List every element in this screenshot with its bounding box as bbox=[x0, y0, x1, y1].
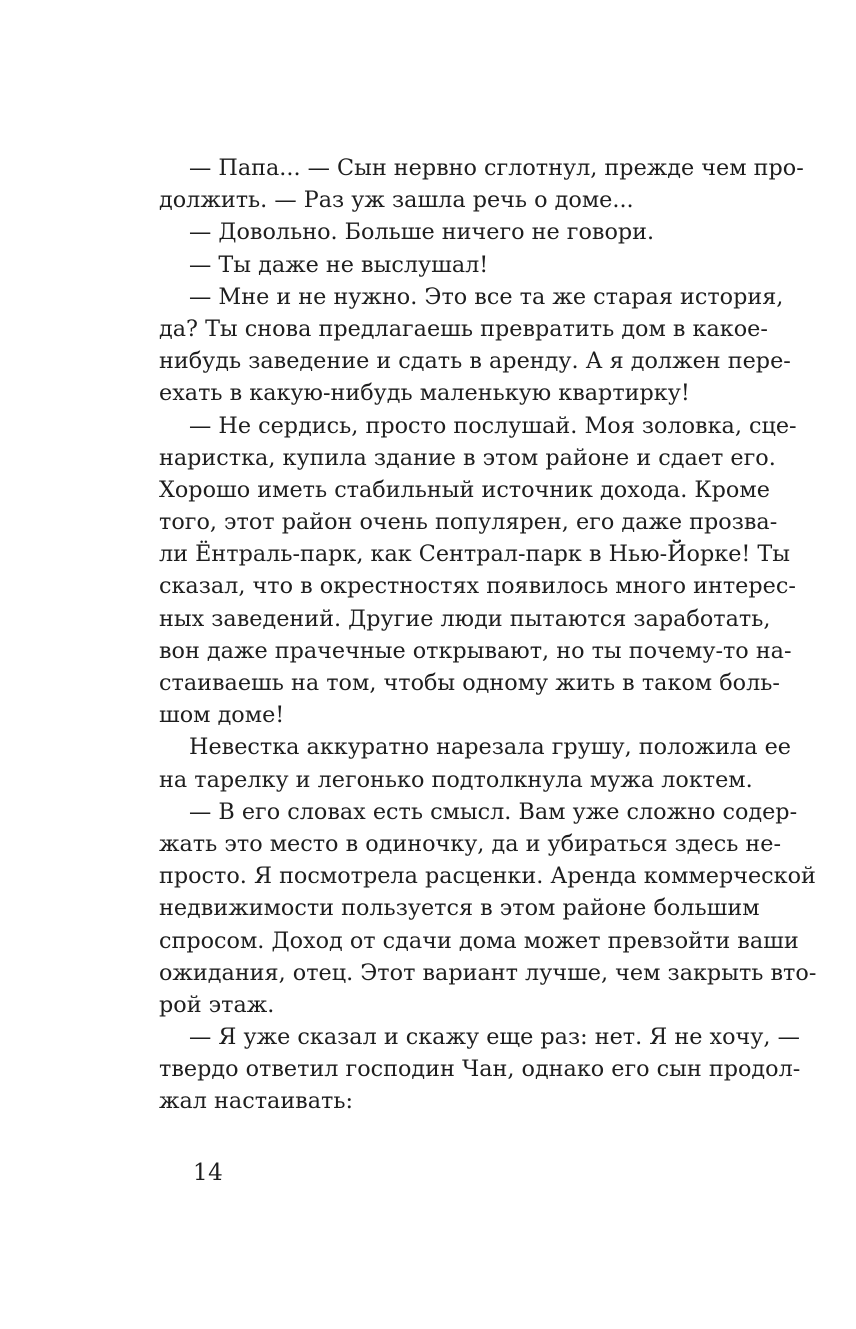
text-line: жать это место в одиночку, да и убираться здесь не- bbox=[159, 830, 782, 857]
text-line: того, этот район очень популярен, его даже прозва- bbox=[159, 509, 778, 536]
text-line: — Я уже сказал и скажу еще раз: нет. Я не хочу, — bbox=[189, 1024, 800, 1051]
body-text bbox=[159, 152, 817, 1118]
text-line: ли Ёнтраль-парк, как Сентрал-парк в Нью-Йорке! Ты bbox=[159, 541, 791, 568]
text-line: ных заведений. Другие люди пытаются заработать, bbox=[159, 605, 771, 632]
text-line: нибудь заведение и сдать в аренду. А я должен пере- bbox=[159, 348, 791, 375]
text-line: жал настаивать: bbox=[159, 1088, 354, 1115]
text-line: ехать в какую-нибудь маленькую квартирку! bbox=[159, 380, 690, 407]
text-line: наристка, купила здание в этом районе и сдает его. bbox=[159, 444, 776, 471]
text-line: сказал, что в окрестностях появилось много интерес- bbox=[159, 573, 796, 600]
text-line: Хорошо иметь стабильный источник дохода. Кроме bbox=[159, 476, 770, 503]
text-line: должить. — Раз уж зашла речь о доме... bbox=[159, 187, 634, 214]
page-number: 14 bbox=[193, 1160, 224, 1186]
text-line: на тарелку и легонько подтолкнула мужа локтем. bbox=[159, 766, 753, 793]
text-line: недвижимости пользуется в этом районе большим bbox=[159, 895, 760, 922]
text-line: стаиваешь на том, чтобы одному жить в таком боль- bbox=[159, 670, 780, 696]
text-line: твердо ответил господин Чан, однако его сын продол- bbox=[159, 1056, 801, 1083]
text-line: просто. Я посмотрела расценки. Аренда коммерческой bbox=[159, 863, 816, 890]
text-line: рой этаж. bbox=[159, 991, 275, 1018]
text-line: — Папа... — Сын нервно сглотнул, прежде чем про- bbox=[189, 155, 804, 181]
text-line: — Ты даже не выслушал! bbox=[189, 251, 489, 278]
text-line: ожидания, отец. Этот вариант лучше, чем закрыть вто- bbox=[159, 959, 817, 986]
text-line: — Мне и не нужно. Это все та же старая история, bbox=[189, 283, 784, 310]
text-line: — Довольно. Больше ничего не говори. bbox=[189, 219, 655, 246]
text-line: вон даже прачечные открывают, но ты почему-то на- bbox=[159, 637, 792, 664]
text-line: Невестка аккуратно нарезала грушу, положила ее bbox=[189, 734, 791, 761]
text-line: спросом. Доход от сдачи дома может превзойти ваши bbox=[159, 927, 799, 954]
text-line: — Не сердись, просто послушай. Моя золовка, сце- bbox=[189, 412, 797, 439]
text-line: да? Ты снова предлагаешь превратить дом в какое- bbox=[159, 315, 768, 342]
text-line: шом доме! bbox=[159, 702, 285, 729]
text-line: — В его словах есть смысл. Вам уже сложно содер- bbox=[189, 798, 798, 825]
